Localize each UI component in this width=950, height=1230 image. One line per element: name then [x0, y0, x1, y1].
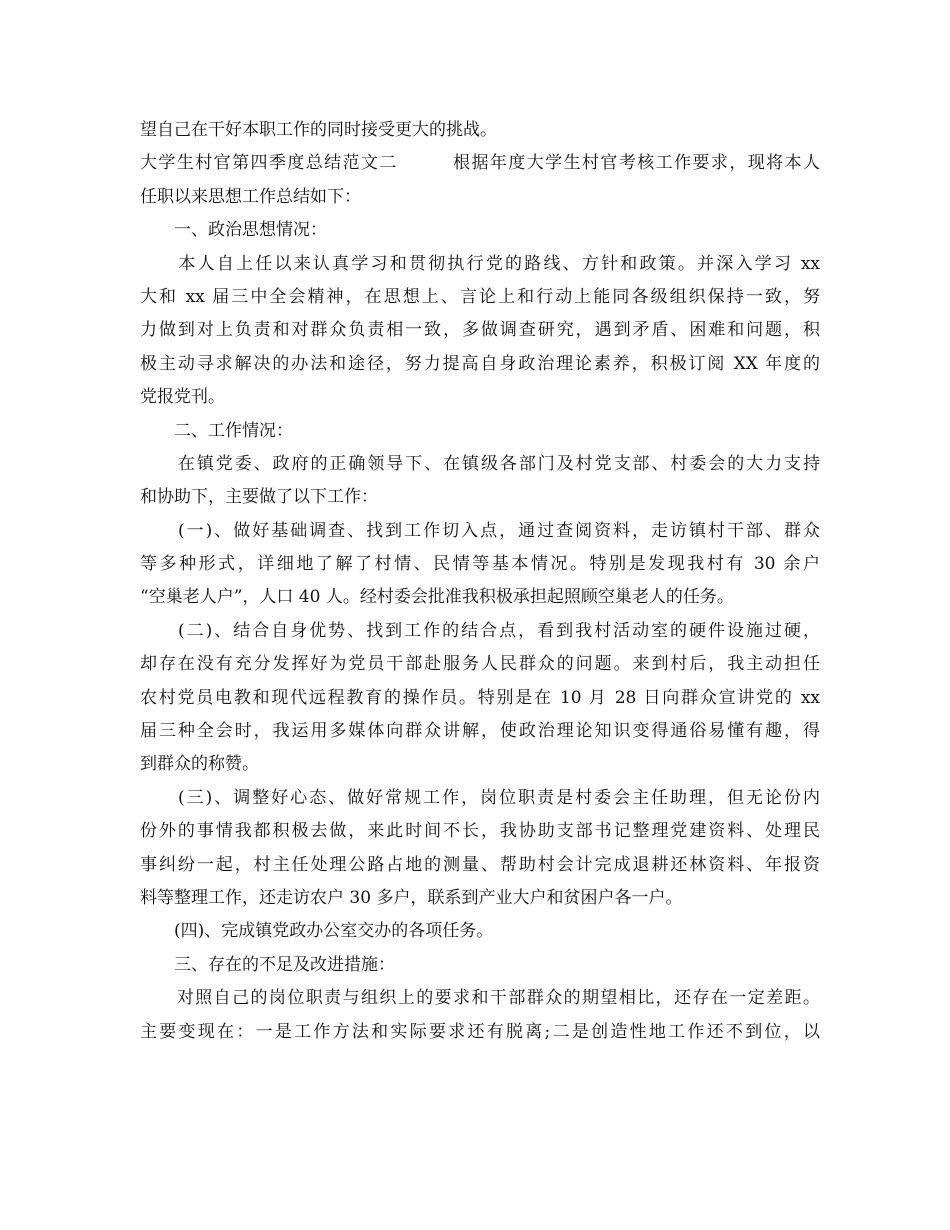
text-line: 在镇党委、政府的正确领导下、在镇级各部门及村党支部、村委会的大力支持 — [140, 453, 820, 474]
text-line: (二)、结合自身优势、找到工作的结合点，看到我村活动室的硬件设施过硬， — [140, 620, 820, 641]
text-line: 大和 xx 届三中全会精神，在思想上、言论上和行动上能同各级组织保持一致，努 — [140, 286, 820, 307]
text-line: 望自己在干好本职工作的同时接受更大的挑战。 — [140, 120, 497, 140]
text-line: (四)、完成镇党政办公室交办的各项任务。 — [140, 921, 494, 942]
text-line: 等多种形式，详细地了解了村情、民情等基本情况。特别是发现我村有 30 余户 — [140, 554, 820, 575]
text-line: (三)、调整好心态、做好常规工作，岗位职责是村委会主任助理，但无论份内 — [140, 787, 820, 808]
document-body — [140, 114, 820, 1049]
text-line: 农村党员电教和现代远程教育的操作员。特别是在 10 月 28 日向群众宣讲党的 xx — [140, 687, 820, 708]
text-line: 届三种全会时，我运用多媒体向群众讲解，使政治理论知识变得通俗易懂有趣，得 — [140, 721, 820, 742]
text-line: “空巢老人户”，人口 40 人。经村委会批准我积极承担起照顾空巢老人的任务。 — [140, 587, 734, 608]
text-line: 大学生村官第四季度总结范文二 根据年度大学生村官考核工作要求，现将本人 — [140, 153, 820, 174]
text-line: 主要变现在：一是工作方法和实际要求还有脱离;二是创造性地工作还不到位，以 — [140, 1021, 820, 1042]
text-line: 事纠纷一起，村主任处理公路占地的测量、帮助村会计完成退耕还林资料、年报资 — [140, 854, 820, 875]
text-line: 料等整理工作，还走访农户 30 多户，联系到产业大户和贫困户各一户。 — [140, 887, 683, 908]
text-line: (一)、做好基础调查、找到工作切入点，通过查阅资料，走访镇村干部、群众 — [140, 520, 820, 541]
text-line: 却存在没有充分发挥好为党员干部赴服务人民群众的问题。来到村后，我主动担任 — [140, 654, 820, 675]
text-line: 对照自己的岗位职责与组织上的要求和干部群众的期望相比，还存在一定差距。 — [140, 988, 820, 1009]
text-line: 本人自上任以来认真学习和贯彻执行党的路线、方针和政策。并深入学习 xx — [140, 253, 820, 274]
text-line: 任职以来思想工作总结如下： — [140, 186, 361, 207]
section-heading: 三、存在的不足及改进措施： — [140, 954, 395, 975]
section-heading: 一、政治思想情况： — [140, 220, 327, 241]
section-heading: 二、工作情况： — [140, 420, 293, 441]
text-line: 党报党刊。 — [140, 387, 225, 408]
text-line: 力做到对上负责和对群众负责相一致，多做调查研究，遇到矛盾、困难和问题，积 — [140, 320, 820, 341]
text-line: 和协助下，主要做了以下工作： — [140, 487, 378, 508]
text-line: 到群众的称赞。 — [140, 754, 259, 775]
text-line: 份外的事情我都积极去做，来此时间不长，我协助支部书记整理党建资料、处理民 — [140, 821, 820, 842]
text-line: 极主动寻求解决的办法和途径，努力提高自身政治理论素养，积极订阅 XX 年度的 — [140, 353, 820, 374]
